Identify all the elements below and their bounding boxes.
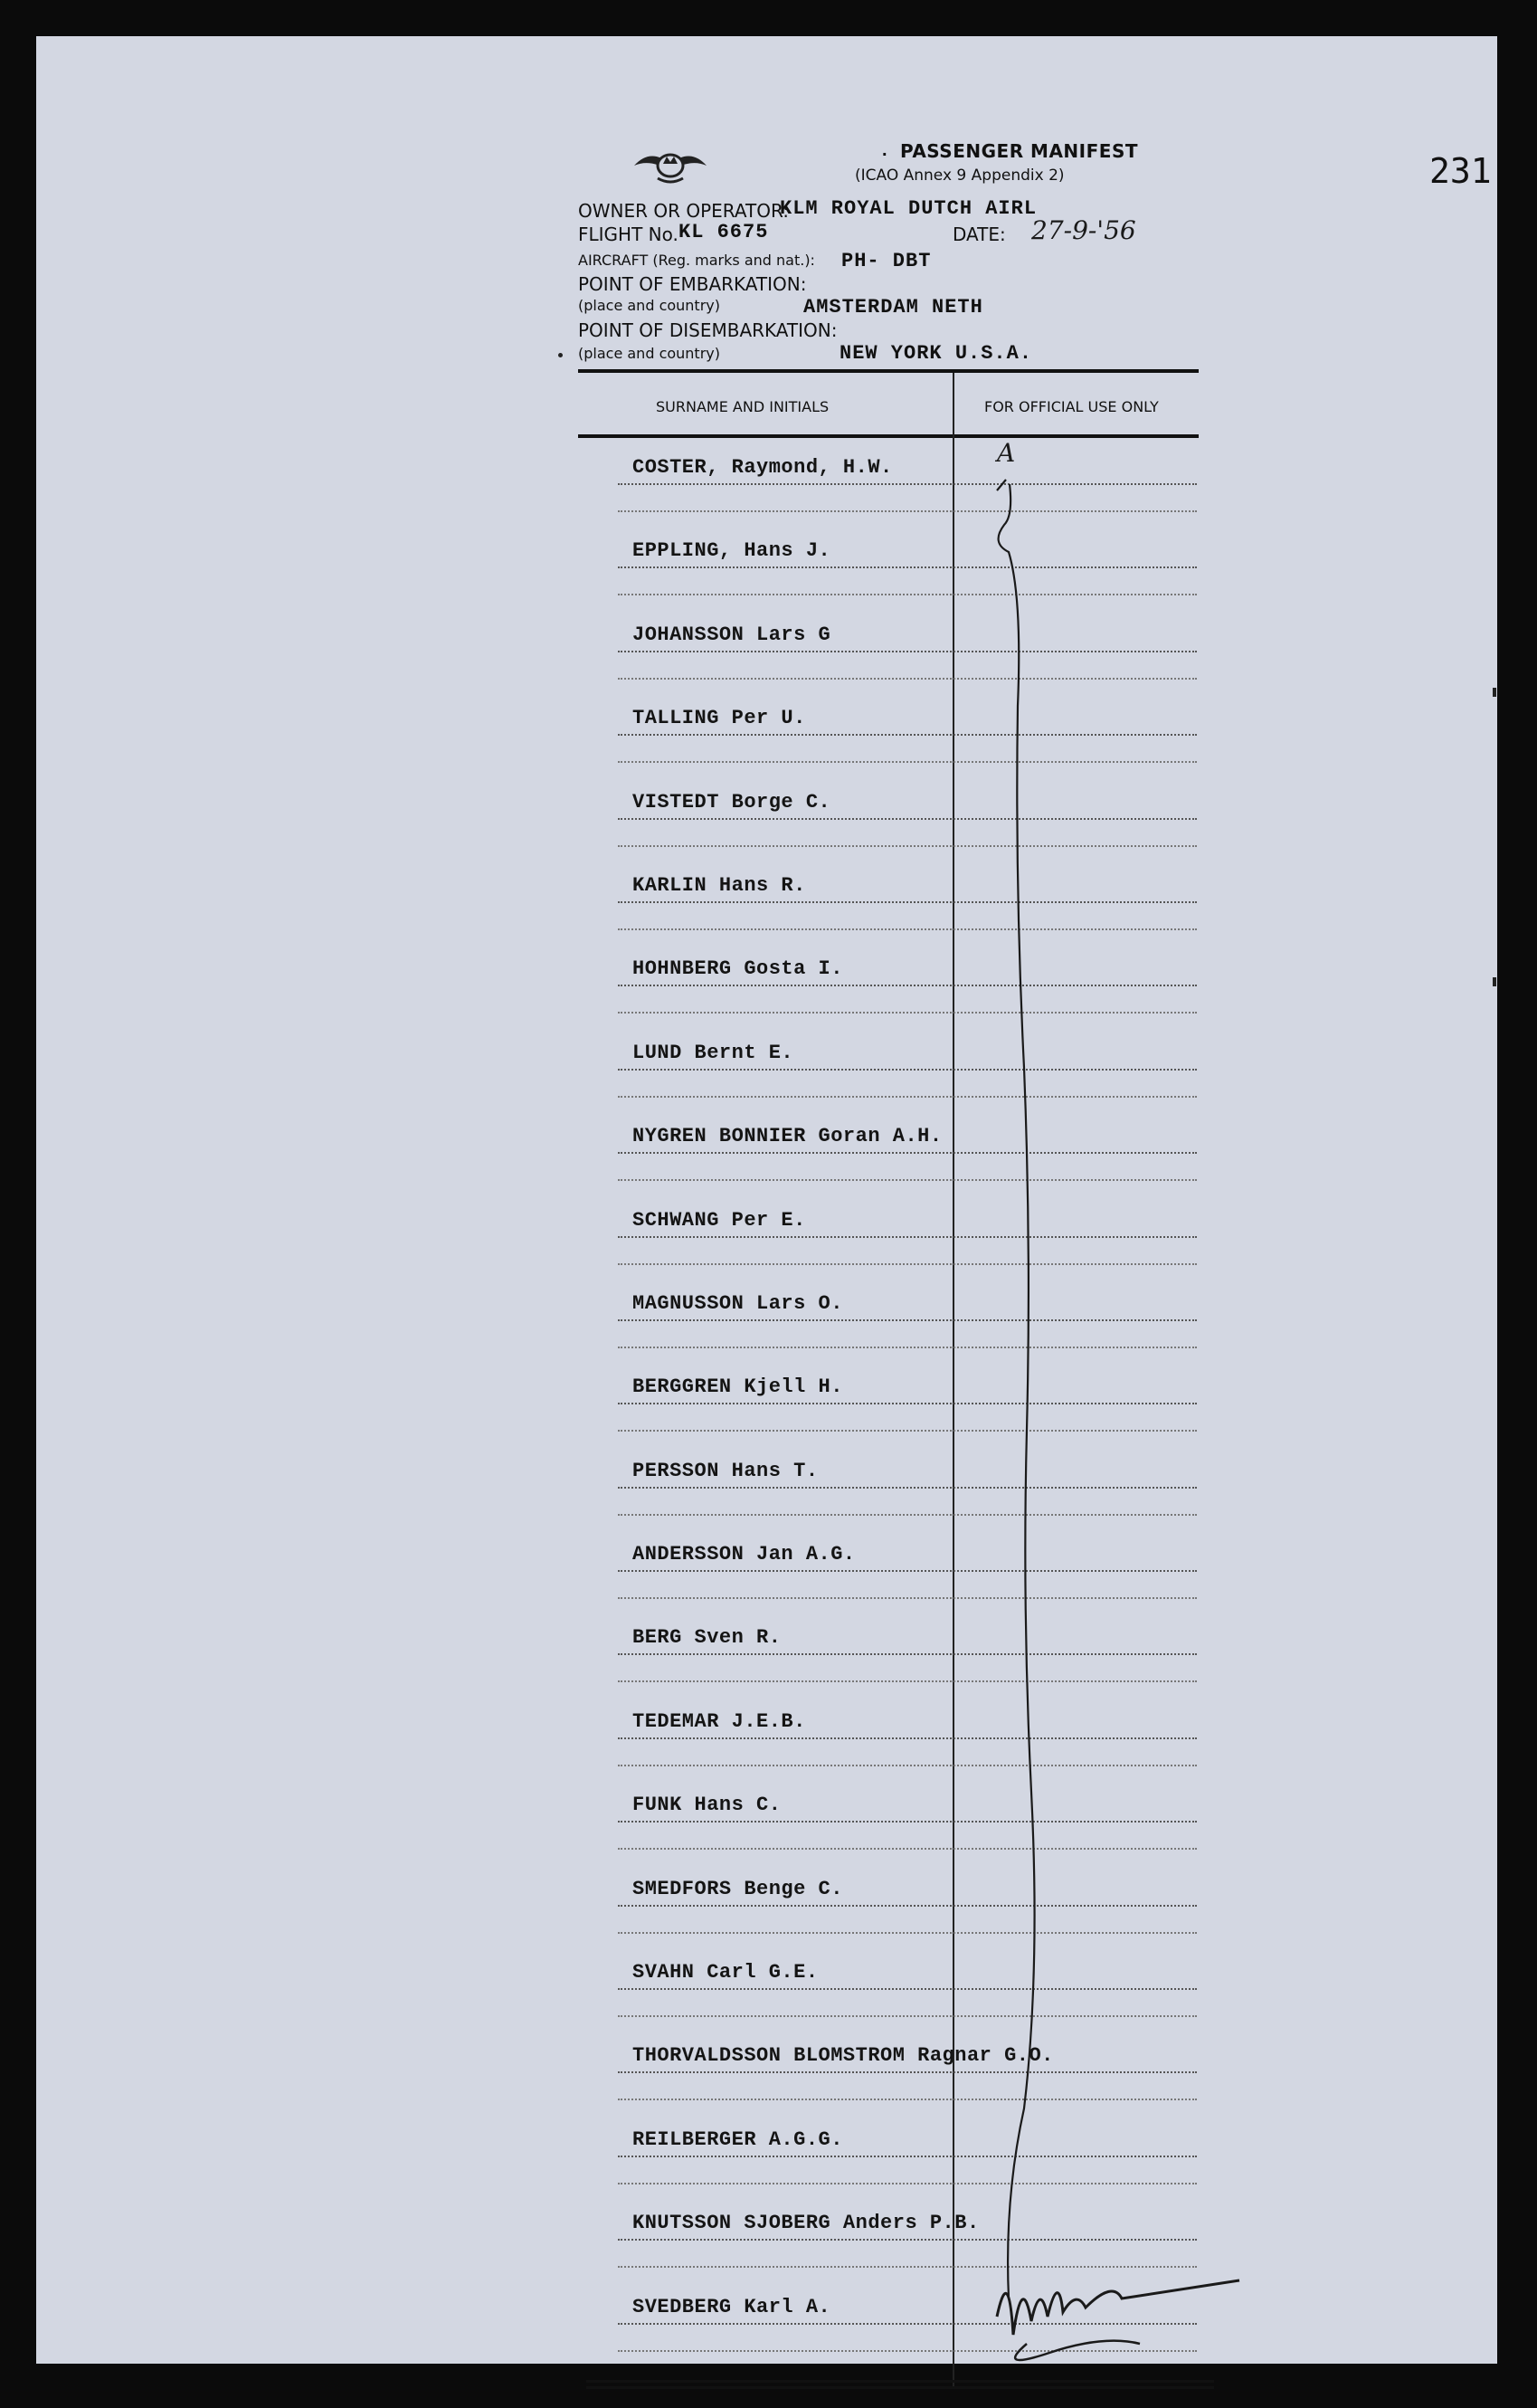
passenger-name: PERSSON Hans T. [632,1459,819,1482]
document-subtitle: (ICAO Annex 9 Appendix 2) [855,167,1065,185]
punch-dot [558,353,563,357]
passenger-name: REILBERGER A.G.G. [632,2127,843,2151]
manifest-sheet [36,36,1497,2364]
passenger-name: TALLING Per U. [632,707,806,730]
col-header-official: FOR OFFICIAL USE ONLY [984,398,1159,415]
passenger-name: KNUTSSON SJOBERG Anders P.B. [632,2212,980,2235]
page-number: 231 [1429,151,1492,191]
passenger-name: SVEDBERG Karl A. [632,2295,831,2318]
flight-value: KL 6675 [678,221,769,243]
klm-crown-wings-logo [631,138,710,187]
document-title: PASSENGER MANIFEST [900,140,1138,162]
passenger-name: JOHANSSON Lars G [632,623,831,646]
passenger-name: THORVALDSSON BLOMSTROM Ragnar G.O. [632,2044,1054,2068]
passenger-name: TEDEMAR J.E.B. [632,1709,806,1733]
date-label: DATE: [953,224,1006,245]
embarkation-label: POINT OF EMBARKATION: [578,273,807,295]
passenger-name: LUND Bernt E. [632,1041,794,1064]
col-header-names: SURNAME AND INITIALS [656,398,830,415]
passenger-name: COSTER, Raymond, H.W. [632,456,893,479]
owner-value: KLM ROYAL DUTCH AIRL [780,197,1038,220]
margin-mark [1493,688,1496,697]
passenger-name: VISTEDT Borge C. [632,790,831,814]
passenger-name: ANDERSSON Jan A.G. [632,1543,856,1566]
passenger-name: SCHWANG Per E. [632,1208,806,1232]
passenger-name: SVAHN Carl G.E. [632,1961,819,1984]
passenger-name: KARLIN Hans R. [632,873,806,897]
title-dot: . [882,140,887,160]
margin-mark [1493,977,1496,986]
disembarkation-label: POINT OF DISEMBARKATION: [578,319,838,341]
disembarkation-value: NEW YORK U.S.A. [840,342,1033,365]
embarkation-sub: (place and country) [578,297,720,314]
embarkation-value: AMSTERDAM NETH [803,296,983,319]
passenger-name: BERGGREN Kjell H. [632,1375,843,1399]
passenger-name: SMEDFORS Benge C. [632,1877,843,1900]
passenger-name: BERG Sven R. [632,1626,782,1650]
passenger-name: MAGNUSSON Lars O. [632,1291,843,1315]
passenger-name: NYGREN BONNIER Goran A.H. [632,1125,943,1148]
passenger-name: EPPLING, Hans J. [632,539,831,563]
aircraft-value: PH- DBT [841,250,932,272]
passenger-name: FUNK Hans C. [632,1794,782,1817]
flight-label: FLIGHT No. [578,224,678,245]
date-value: 27-9-'56 [1031,215,1136,245]
owner-label: OWNER OR OPERATOR: [578,200,789,222]
official-mark: A [997,438,1016,468]
passenger-name: HOHNBERG Gosta I. [632,957,843,981]
table-top-rule [578,369,1199,373]
aircraft-label: AIRCRAFT (Reg. marks and nat.): [578,252,815,269]
official-signature-line [941,434,1285,2398]
disembarkation-sub: (place and country) [578,345,720,362]
